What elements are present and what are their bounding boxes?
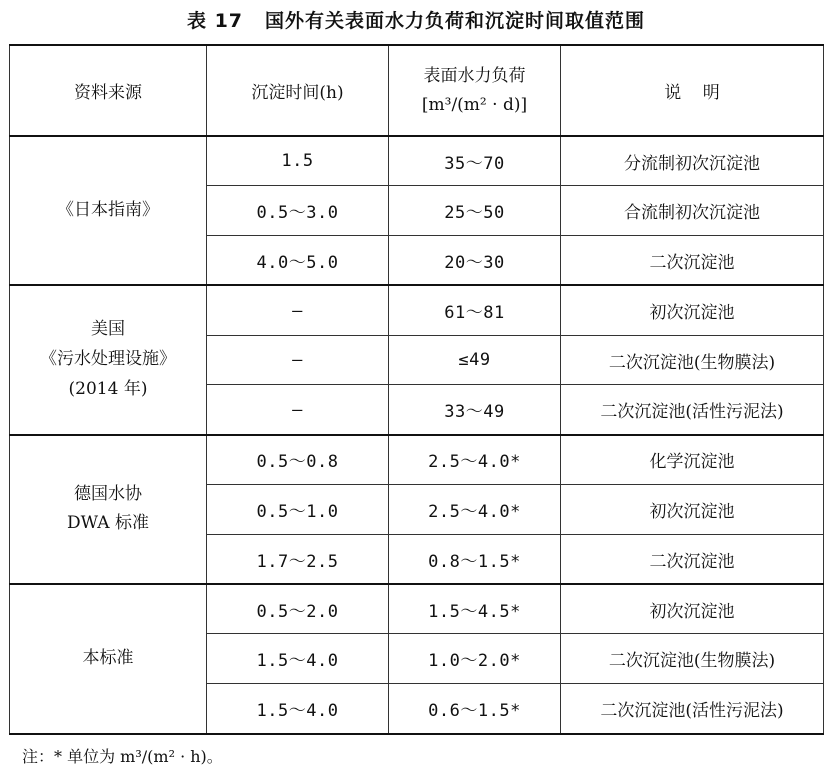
time-cell: 0.5～2.0 [207, 584, 389, 634]
table-row [10, 136, 824, 186]
load-cell: 25～50 [389, 186, 561, 236]
desc-cell: 分流制初次沉淀池 [561, 136, 824, 186]
table-caption: 国外有关表面水力负荷和沉淀时间取值范围 [265, 10, 646, 32]
footnote: 注：* 单位为 m³/(m² · h)。 [22, 747, 223, 766]
time-cell: 1.7～2.5 [207, 534, 389, 584]
table-row [10, 435, 824, 485]
time-cell: — [207, 385, 389, 435]
time-cell: 4.0～5.0 [207, 236, 389, 286]
desc-cell: 初次沉淀池 [561, 485, 824, 535]
load-cell: 20～30 [389, 236, 561, 286]
desc-cell: 合流制初次沉淀池 [561, 186, 824, 236]
load-cell: 1.5～4.5* [389, 584, 561, 634]
source-line: 美国 [91, 319, 125, 340]
load-cell: 61～81 [389, 285, 561, 335]
time-cell: 0.5～0.8 [207, 435, 389, 485]
data-table [9, 44, 824, 735]
desc-cell: 二次沉淀池(活性污泥法) [561, 385, 824, 435]
desc-cell: 化学沉淀池 [561, 435, 824, 485]
desc-cell: 二次沉淀池(活性污泥法) [561, 684, 824, 734]
time-cell: 0.5～3.0 [207, 186, 389, 236]
time-cell: 0.5～1.0 [207, 485, 389, 535]
time-cell: 1.5～4.0 [207, 634, 389, 684]
source-cell [10, 136, 207, 285]
table-title [0, 6, 832, 36]
source-line: 德国水协 [74, 483, 142, 504]
time-cell: — [207, 335, 389, 385]
desc-cell: 初次沉淀池 [561, 584, 824, 634]
load-cell: 2.5～4.0* [389, 435, 561, 485]
load-cell: 1.0～2.0* [389, 634, 561, 684]
header-source: 资料来源 [10, 45, 207, 136]
load-cell: 2.5～4.0* [389, 485, 561, 535]
source-cell [10, 584, 207, 733]
header-settling-time: 沉淀时间(h) [207, 45, 389, 136]
load-cell: ≤49 [389, 335, 561, 385]
header-surface-load-line1: 表面水力负荷 [423, 65, 526, 86]
desc-cell: 二次沉淀池 [561, 236, 824, 286]
time-cell: — [207, 285, 389, 335]
desc-cell: 初次沉淀池 [561, 285, 824, 335]
desc-cell: 二次沉淀池(生物膜法) [561, 335, 824, 385]
desc-cell: 二次沉淀池 [561, 534, 824, 584]
table-row [10, 285, 824, 335]
source-line: 本标准 [82, 647, 134, 668]
source-line: 《日本指南》 [57, 199, 159, 220]
time-cell: 1.5 [207, 136, 389, 186]
source-line: (2014 年) [68, 378, 148, 399]
header-row [10, 45, 824, 136]
header-surface-load-unit: [m³/(m² · d)] [421, 94, 528, 115]
load-cell: 35～70 [389, 136, 561, 186]
load-cell: 33～49 [389, 385, 561, 435]
source-line: DWA 标准 [67, 513, 149, 534]
table-number: 表 17 [186, 10, 244, 32]
load-cell: 0.6～1.5* [389, 684, 561, 734]
desc-cell: 二次沉淀池(生物膜法) [561, 634, 824, 684]
time-cell: 1.5～4.0 [207, 684, 389, 734]
header-surface-load [389, 45, 561, 136]
load-cell: 0.8～1.5* [389, 534, 561, 584]
source-cell [10, 285, 207, 434]
source-cell [10, 435, 207, 584]
table-row [10, 584, 824, 634]
source-line: 《污水处理设施》 [40, 349, 176, 370]
header-description: 说 明 [561, 45, 824, 136]
